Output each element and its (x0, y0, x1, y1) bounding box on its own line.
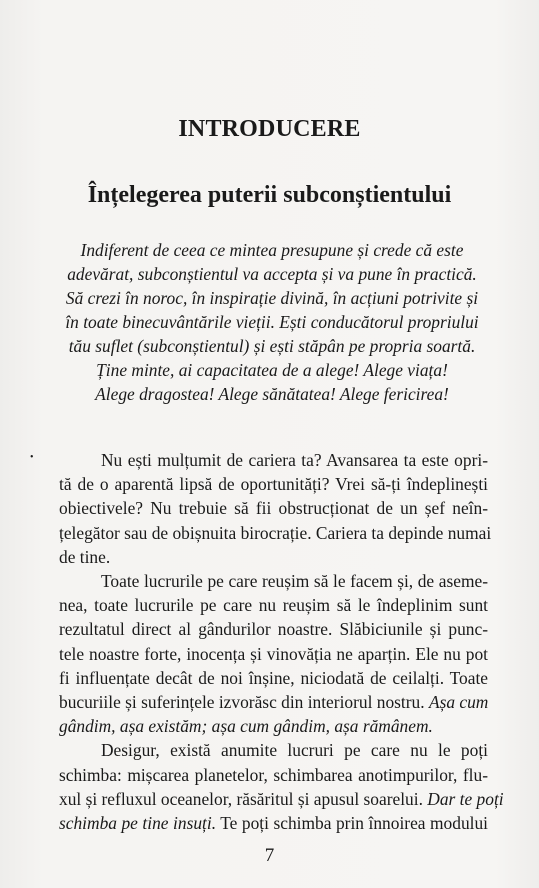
epigraph-line: adevărat, subconștientul va accepta și va pune în practică. (67, 264, 477, 284)
text-line (59, 787, 504, 811)
text-line: Desigur, există anumite lucruri pe care nu le poți (101, 740, 488, 761)
text-segment: xul și refluxul oceanelor, răsăritul și apusul soarelui. (59, 788, 423, 809)
text-line (59, 811, 488, 835)
page-number: 7 (264, 845, 275, 866)
text-segment: bucuriile și suferințele izvorăsc din interiorul nostru. (59, 692, 425, 713)
text-line: fi influențate decât de noi înșine, niciodată de ceilalți. Toate (59, 667, 488, 688)
paragraph-career (59, 448, 492, 569)
text-line: nea, toate lucrurile pe care nu reușim să le îndeplinim sunt (59, 595, 488, 616)
section-subtitle: Înțelegerea puterii subconștientului (87, 182, 452, 208)
paragraph-thoughts (59, 569, 488, 738)
italic-segment: Dar te poți (427, 788, 504, 809)
epigraph (52, 238, 492, 406)
italic-segment: Așa cum (428, 692, 489, 713)
body-text (59, 448, 504, 835)
italic-segment: schimba pe tine insuți. (59, 813, 217, 834)
text-line (59, 714, 488, 738)
epigraph-line: Indiferent de ceea ce mintea presupune și crede că este (80, 240, 464, 260)
text-line: rezultatul direct al gândurilor noastre. Slăbiciunile și punc- (59, 619, 488, 640)
paragraph-change (59, 738, 504, 835)
text-segment: Te poți schimba prin înnoirea modului (216, 813, 489, 834)
margin-bullet-mark: • (30, 452, 34, 463)
epigraph-line: Alege dragostea! Alege sănătatea! Alege fericirea! (95, 384, 449, 404)
chapter-title: INTRODUCERE (178, 116, 361, 142)
epigraph-line: Ține minte, ai capacitatea de a alege! Alege viața! (96, 360, 448, 380)
text-line: Nu ești mulțumit de cariera ta? Avansarea ta este opri- (101, 450, 488, 470)
text-line: schimba: mișcarea planetelor, schimbarea anotimpurilor, flu- (59, 764, 488, 785)
text-line: obiectivele? Nu trebuie să fii obstrucționat de un șef neîn- (59, 498, 488, 519)
text-line (59, 690, 488, 714)
text-line: de tine. (59, 546, 111, 567)
epigraph-line: tău suflet (subconștientul) și ești stăpân pe propria soartă. (68, 336, 476, 356)
italic-segment: gândim, așa existăm; așa cum gândim, așa rămânem. (59, 716, 433, 737)
text-line: tele noastre forte, inocența și vinovăția ne aparțin. Ele nu pot (59, 643, 488, 664)
epigraph-line: Să crezi în noroc, în inspirație divină, în acțiuni potrivite și (65, 288, 479, 308)
text-line: țelegător sau de obișnuita birocrație. Cariera ta depinde numai (59, 522, 492, 543)
text-line: Toate lucrurile pe care reușim să le facem și, de aseme- (101, 571, 488, 592)
text-line: tă de o aparentă lipsă de oportunități? Vrei să-ți îndeplinești (59, 474, 488, 495)
epigraph-line: în toate binecuvântările vieții. Ești conducătorul propriului (65, 312, 479, 332)
